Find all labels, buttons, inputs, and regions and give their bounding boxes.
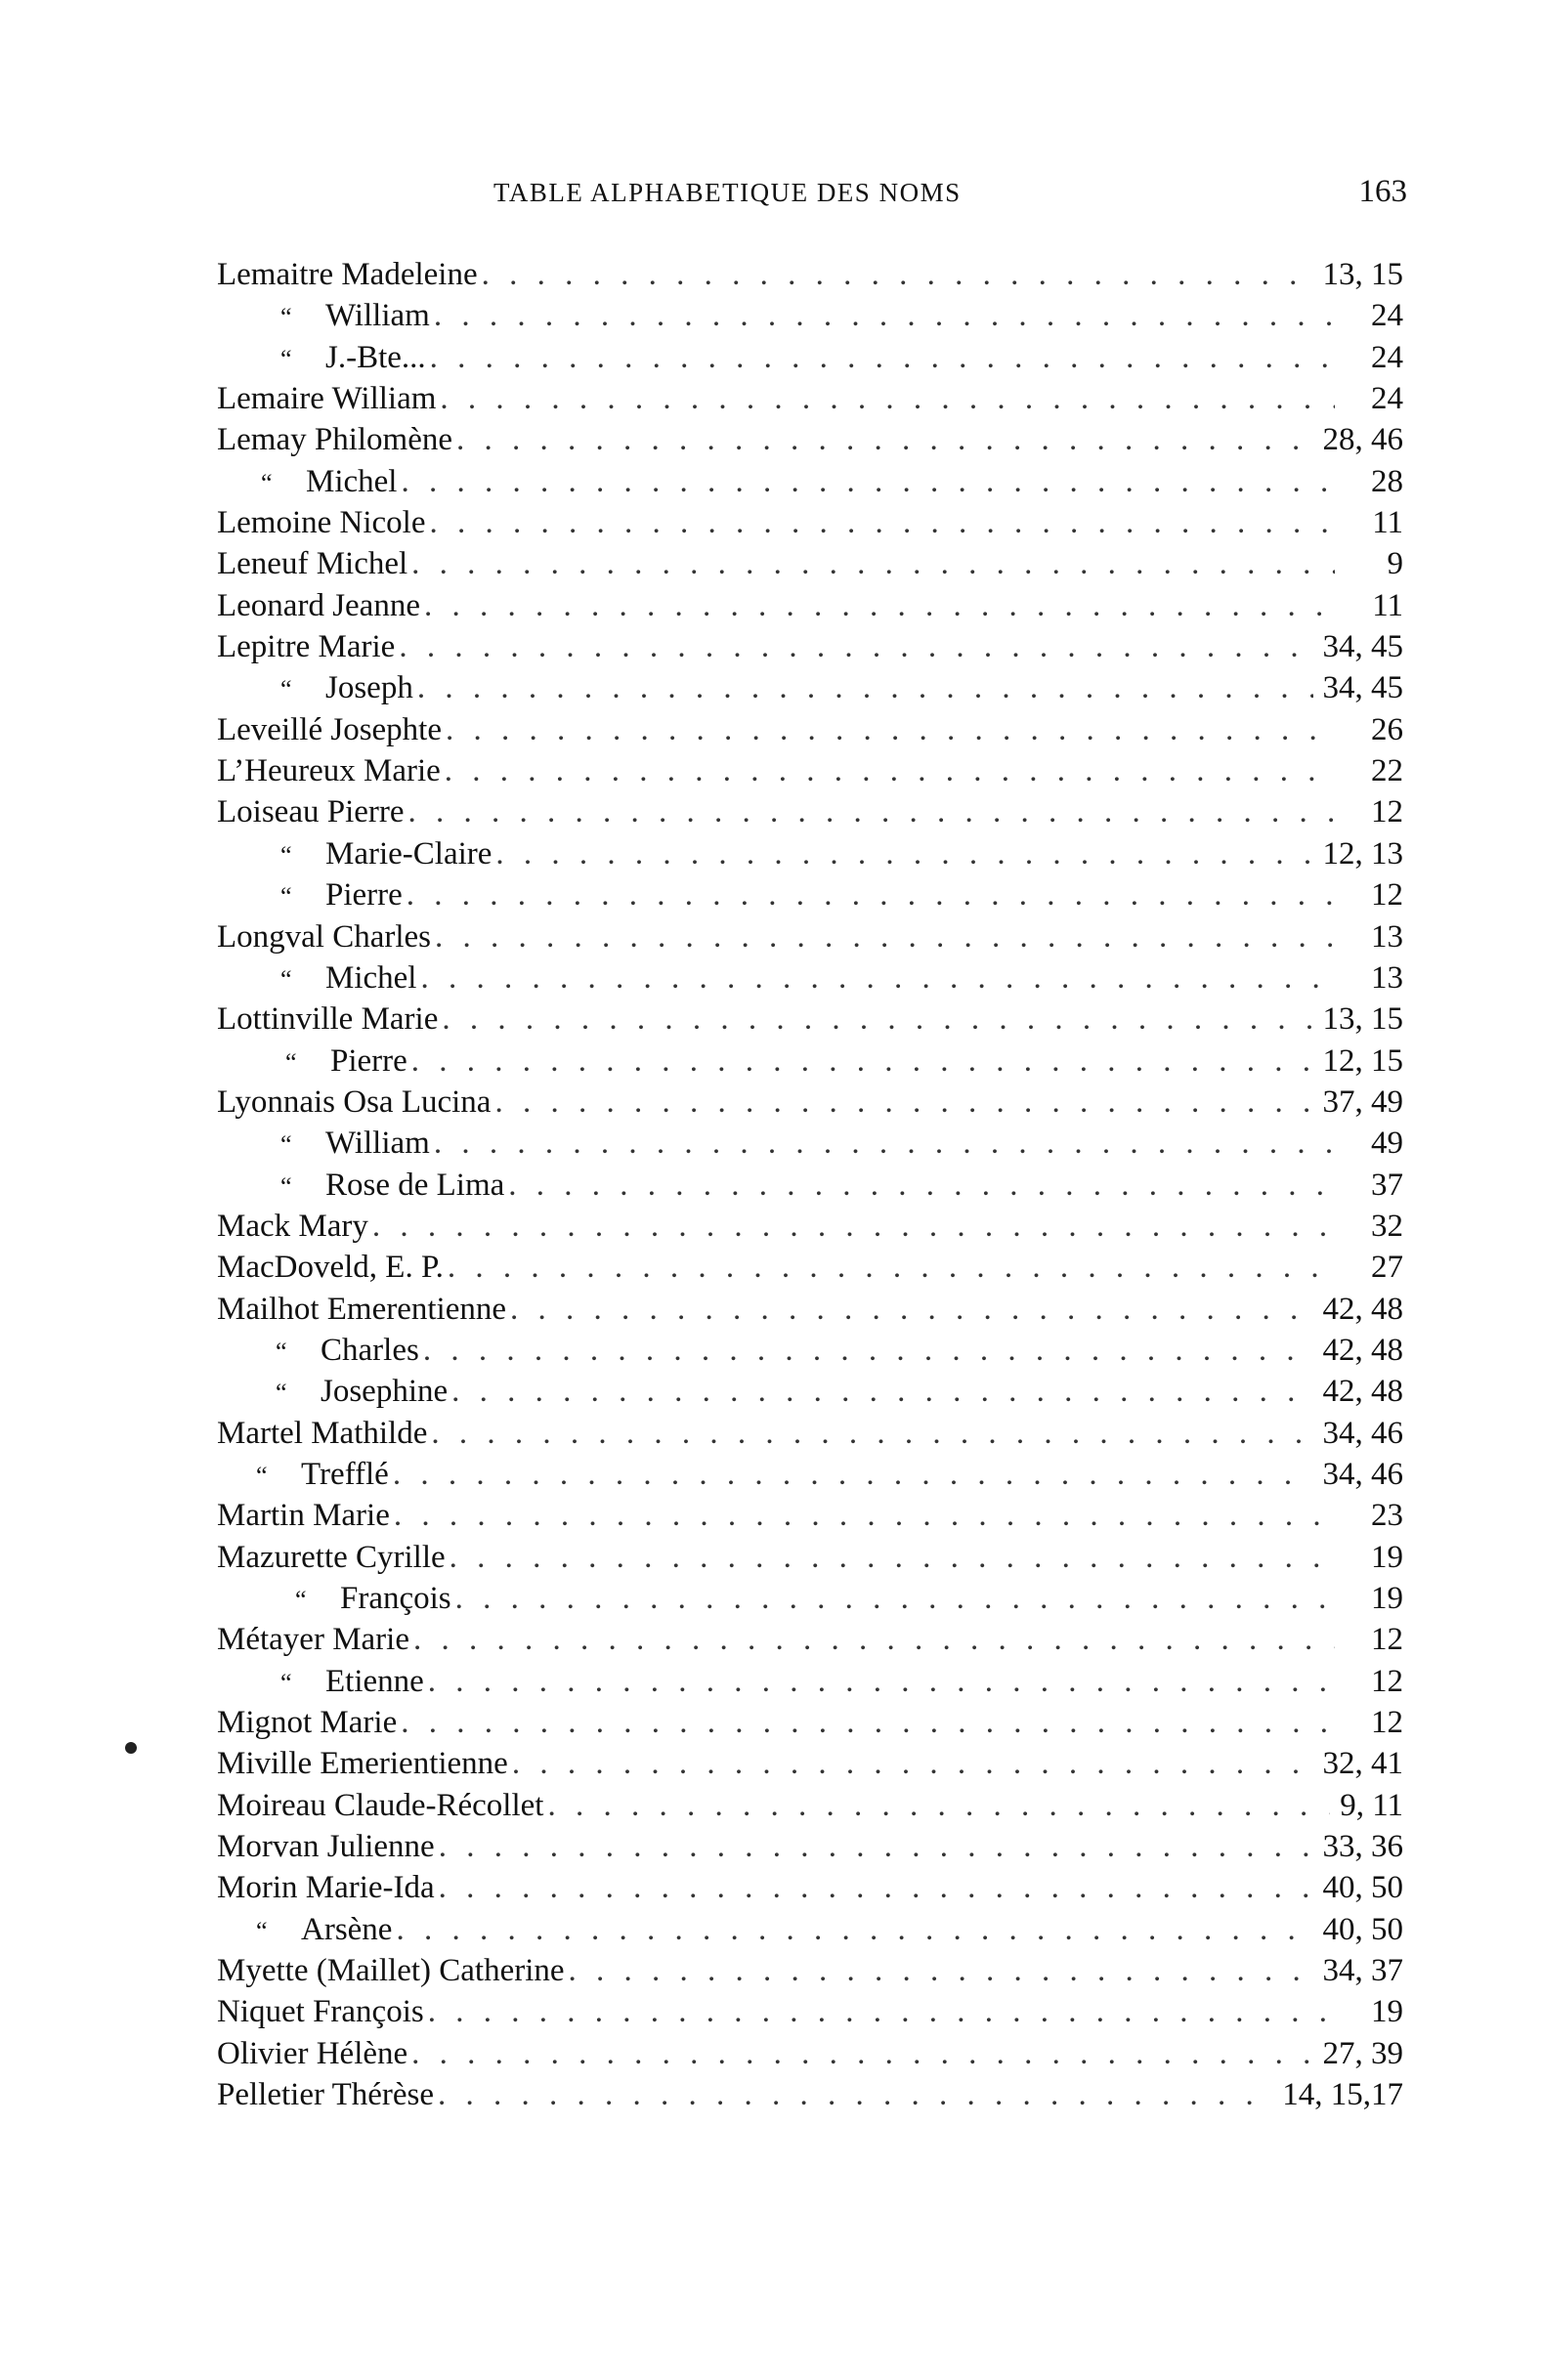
entry-name <box>217 1247 444 1288</box>
entry-pages: 23 <box>1371 1498 1403 1534</box>
entry-name-text: Martel Mathilde <box>217 1415 428 1451</box>
entry-name-text: Mazurette Cyrille <box>217 1539 446 1575</box>
index-entry <box>217 1578 1409 1619</box>
entry-name <box>217 254 478 295</box>
dot-leader <box>512 1743 1313 1784</box>
ditto-mark: “ <box>280 882 292 912</box>
entry-pages: 33, 36 <box>1322 1829 1403 1865</box>
entry-name-text: Morvan Julienne <box>217 1829 435 1865</box>
dot-leader <box>439 1867 1313 1908</box>
dot-leader <box>482 254 1313 295</box>
dot-leader <box>430 502 1335 543</box>
entry-pages: 24 <box>1371 339 1403 375</box>
index-entry <box>217 1247 1409 1288</box>
index-entry <box>217 791 1409 832</box>
entry-pages: 42, 48 <box>1322 1374 1403 1410</box>
entry-name-text: Rose de Lima <box>325 1167 505 1203</box>
index-entry <box>217 1826 1409 1867</box>
dot-leader <box>372 1206 1335 1247</box>
index-entry <box>217 1413 1409 1454</box>
entry-pages: 12 <box>1371 1705 1403 1741</box>
dot-leader <box>411 543 1335 584</box>
entry-name <box>217 916 431 957</box>
dot-leader <box>448 1247 1335 1288</box>
entry-name-text: MacDoveld, E. P. <box>217 1250 444 1286</box>
dot-leader <box>547 1785 1330 1826</box>
entry-name-text: Lottinville Marie <box>217 1001 439 1038</box>
index-entry <box>217 916 1409 957</box>
entry-name-text: Martin Marie <box>217 1498 390 1534</box>
entry-name-text: Joseph <box>325 670 413 706</box>
entry-name-text: Lepitre Marie <box>217 629 396 665</box>
dot-leader <box>434 295 1335 336</box>
entry-pages: 28 <box>1371 463 1403 499</box>
index-entry <box>217 874 1409 915</box>
entry-name-text: Lemaire William <box>217 381 437 417</box>
entry-name <box>217 1413 427 1454</box>
entry-name <box>217 1785 543 1826</box>
entry-pages: 19 <box>1371 1539 1403 1575</box>
entry-name <box>217 2074 434 2115</box>
entry-name-text: Etienne <box>325 1663 424 1699</box>
entry-name-text: Pierre <box>325 877 403 914</box>
entry-name-text: Métayer Marie <box>217 1622 409 1658</box>
entry-pages: 49 <box>1371 1126 1403 1162</box>
dot-leader <box>417 667 1313 708</box>
ditto-mark: “ <box>280 964 292 994</box>
entry-pages: 28, 46 <box>1322 422 1403 458</box>
entry-name-text: Michel <box>325 959 417 996</box>
entry-name <box>217 1330 419 1373</box>
index-entry <box>217 378 1409 419</box>
dot-leader <box>435 916 1335 957</box>
entry-name <box>217 1082 491 1123</box>
entry-pages: 12 <box>1371 877 1403 914</box>
entry-name-text: Arsène <box>301 1911 393 1947</box>
entry-pages: 9, 11 <box>1340 1787 1403 1823</box>
index-entry <box>217 667 1409 708</box>
entry-name <box>217 337 426 380</box>
index-entry <box>217 1371 1409 1412</box>
index-entry <box>217 1661 1409 1702</box>
entry-name <box>217 874 403 917</box>
dot-leader <box>442 999 1312 1040</box>
entry-pages: 27 <box>1371 1250 1403 1286</box>
index-entry <box>217 1991 1409 2032</box>
entry-pages: 12 <box>1371 1663 1403 1699</box>
entry-name <box>217 1454 389 1497</box>
entry-name <box>217 378 436 419</box>
entry-pages: 13 <box>1371 918 1403 955</box>
entry-name-text: François <box>340 1581 451 1616</box>
index-entry <box>217 295 1409 336</box>
entry-pages: 14, 15,17 <box>1282 2077 1403 2113</box>
dot-leader <box>411 2033 1312 2074</box>
index-entry <box>217 750 1409 791</box>
ditto-mark: “ <box>280 303 292 332</box>
entry-pages: 24 <box>1371 381 1403 417</box>
entry-name-text: Charles <box>321 1332 419 1368</box>
margin-ink-mark <box>125 1742 137 1754</box>
dot-leader <box>420 957 1335 999</box>
index-entry <box>217 1867 1409 1908</box>
entry-name <box>217 2033 407 2074</box>
entry-name-text: Lemay Philomène <box>217 422 453 458</box>
index-entry <box>217 833 1409 874</box>
entry-pages: 13, 15 <box>1322 1001 1403 1038</box>
entry-name-text: Mignot Marie <box>217 1705 398 1741</box>
entry-name-text: Leveillé Josephte <box>217 711 443 747</box>
entry-name <box>217 419 452 460</box>
entry-name <box>217 750 441 791</box>
entry-name <box>217 1578 451 1621</box>
index-entry <box>217 709 1409 750</box>
entry-name <box>217 791 405 832</box>
dot-leader <box>494 1082 1312 1123</box>
entry-name <box>217 1165 504 1208</box>
index-entry <box>217 1743 1409 1784</box>
dot-leader <box>445 750 1335 791</box>
dot-leader <box>510 1289 1313 1330</box>
entry-name-text: Moireau Claude-Récollet <box>217 1787 544 1823</box>
running-header <box>215 174 1407 217</box>
entry-name <box>217 1123 430 1166</box>
entry-pages: 12 <box>1371 1622 1403 1658</box>
index-entry <box>217 419 1409 460</box>
entry-name <box>217 709 442 750</box>
entry-name <box>217 1661 424 1704</box>
entry-name <box>217 667 413 710</box>
ditto-mark: “ <box>276 1337 287 1366</box>
dot-leader <box>428 1991 1335 2032</box>
index-entry <box>217 585 1409 626</box>
entry-name <box>217 999 438 1040</box>
entry-name <box>217 1537 446 1578</box>
entry-name <box>217 1289 506 1330</box>
entry-name <box>217 1909 392 1952</box>
entry-pages: 34, 46 <box>1322 1415 1403 1451</box>
entry-name-text: Mailhot Emerentienne <box>217 1291 506 1327</box>
ditto-mark: “ <box>280 1171 292 1201</box>
ditto-mark: “ <box>295 1586 307 1614</box>
dot-leader <box>424 585 1335 626</box>
index-entry <box>217 2033 1409 2074</box>
index-entry <box>217 1330 1409 1371</box>
entry-pages: 42, 48 <box>1322 1332 1403 1368</box>
entry-pages: 19 <box>1371 1994 1403 2030</box>
index-entry <box>217 1123 1409 1164</box>
ditto-mark: “ <box>261 468 273 497</box>
entry-name <box>217 1743 508 1784</box>
entry-name-text: Niquet François <box>217 1994 424 2030</box>
entry-name <box>217 543 407 584</box>
dot-leader <box>455 1578 1335 1619</box>
dot-leader <box>446 709 1335 750</box>
index-entry <box>217 1950 1409 1991</box>
dot-leader <box>456 419 1312 460</box>
entry-name <box>217 295 430 338</box>
entry-name <box>217 1991 424 2032</box>
dot-leader <box>434 1123 1335 1164</box>
entry-pages: 34, 45 <box>1322 670 1403 706</box>
ditto-mark: “ <box>280 344 292 373</box>
index-entry <box>217 1495 1409 1536</box>
entry-name-text: Longval Charles <box>217 918 432 955</box>
entry-name-text: Olivier Hélène <box>217 2035 408 2071</box>
index-entry <box>217 502 1409 543</box>
dot-leader <box>407 874 1335 915</box>
ditto-mark: “ <box>256 1916 268 1945</box>
page-number: 163 <box>1358 174 1407 209</box>
dot-leader <box>393 1454 1313 1495</box>
dot-leader <box>440 378 1335 419</box>
entry-pages: 32 <box>1371 1208 1403 1244</box>
entry-name <box>217 1867 435 1908</box>
entry-pages: 11 <box>1372 505 1403 541</box>
index-entry <box>217 1909 1409 1950</box>
index-entry <box>217 1082 1409 1123</box>
index-entry <box>217 254 1409 295</box>
entry-pages: 24 <box>1371 298 1403 334</box>
entry-pages: 13, 15 <box>1322 257 1403 292</box>
ditto-mark: “ <box>280 675 292 704</box>
entry-pages: 37, 49 <box>1322 1084 1403 1120</box>
entry-name <box>217 502 426 543</box>
entry-pages: 42, 48 <box>1322 1291 1403 1327</box>
entry-pages: 40, 50 <box>1322 1870 1403 1906</box>
index-entry <box>217 1041 1409 1082</box>
index-entry <box>217 1537 1409 1578</box>
index-entry <box>217 1206 1409 1247</box>
index-list <box>217 254 1409 2115</box>
index-entry <box>217 1289 1409 1330</box>
entry-name-text: Pelletier Thérèse <box>217 2077 435 2113</box>
entry-name-text: Myette (Maillet) Catherine <box>217 1953 565 1989</box>
entry-pages: 40, 50 <box>1322 1911 1403 1947</box>
index-entry <box>217 1165 1409 1206</box>
dot-leader <box>431 1413 1312 1454</box>
entry-name-text: L’Heureux Marie <box>217 753 441 789</box>
index-entry <box>217 461 1409 502</box>
ditto-mark: “ <box>276 1379 287 1408</box>
dot-leader <box>451 1371 1312 1412</box>
ditto-mark: “ <box>285 1047 297 1077</box>
entry-name-text: William <box>325 298 430 334</box>
entry-pages: 12 <box>1371 794 1403 830</box>
ditto-mark: “ <box>280 840 292 870</box>
entry-name-text: Marie-Claire <box>325 835 493 871</box>
entry-pages: 26 <box>1371 711 1403 747</box>
entry-name-text: Lemoine Nicole <box>217 505 426 541</box>
index-entry <box>217 1702 1409 1743</box>
dot-leader <box>439 1826 1313 1867</box>
index-entry <box>217 1619 1409 1660</box>
entry-pages: 32, 41 <box>1322 1746 1403 1782</box>
entry-name <box>217 833 492 876</box>
entry-pages: 11 <box>1372 587 1403 623</box>
ditto-mark: “ <box>280 1130 292 1160</box>
entry-name <box>217 626 395 667</box>
entry-name-text: Josephine <box>321 1374 449 1410</box>
entry-pages: 19 <box>1371 1581 1403 1616</box>
entry-pages: 34, 45 <box>1322 629 1403 665</box>
entry-name <box>217 1619 409 1660</box>
entry-name-text: Lemaitre Madeleine <box>217 257 478 292</box>
index-entry <box>217 999 1409 1040</box>
index-entry <box>217 337 1409 378</box>
dot-leader <box>411 1041 1313 1082</box>
index-entry <box>217 1454 1409 1495</box>
entry-pages: 27, 39 <box>1322 2035 1403 2071</box>
entry-name-text: Pierre <box>330 1042 407 1079</box>
dot-leader <box>396 1909 1312 1950</box>
dot-leader <box>423 1330 1313 1371</box>
index-entry <box>217 626 1409 667</box>
dot-leader <box>401 1702 1335 1743</box>
entry-name-text: Lyonnais Osa Lucina <box>217 1084 492 1120</box>
entry-name <box>217 957 416 1000</box>
dot-leader <box>450 1537 1335 1578</box>
entry-name-text: Miville Emerientienne <box>217 1746 508 1782</box>
entry-name-text: Trefflé <box>301 1456 389 1492</box>
dot-leader <box>430 337 1335 378</box>
entry-pages: 9 <box>1387 546 1403 582</box>
dot-leader <box>438 2074 1272 2115</box>
entry-name <box>217 1041 407 1084</box>
entry-name-text: Leneuf Michel <box>217 546 408 582</box>
entry-pages: 34, 46 <box>1322 1456 1403 1492</box>
entry-name <box>217 1371 448 1414</box>
entry-name-text: Loiseau Pierre <box>217 794 405 830</box>
ditto-mark: “ <box>280 1668 292 1697</box>
index-entry <box>217 543 1409 584</box>
entry-name <box>217 1826 435 1867</box>
entry-name <box>217 1702 397 1743</box>
dot-leader <box>569 1950 1313 1991</box>
entry-pages: 13 <box>1371 959 1403 996</box>
dot-leader <box>394 1495 1335 1536</box>
dot-leader <box>413 1619 1335 1660</box>
dot-leader <box>495 833 1312 874</box>
index-entry <box>217 1785 1409 1826</box>
entry-name <box>217 585 420 626</box>
entry-name-text: Morin Marie-Ida <box>217 1870 435 1906</box>
entry-pages: 12, 15 <box>1322 1042 1403 1079</box>
entry-name-text: William <box>325 1126 430 1162</box>
entry-name-text: Leonard Jeanne <box>217 587 420 623</box>
dot-leader <box>399 626 1312 667</box>
entry-name-text: Michel <box>306 463 398 499</box>
dot-leader <box>401 461 1335 502</box>
dot-leader <box>508 1165 1335 1206</box>
entry-name <box>217 1950 565 1991</box>
ditto-mark: “ <box>256 1461 268 1490</box>
entry-name <box>217 461 397 504</box>
entry-pages: 37 <box>1371 1167 1403 1203</box>
entry-name-text: Mack Mary <box>217 1208 368 1244</box>
header-title: TABLE ALPHABETIQUE DES NOMS <box>493 178 962 207</box>
entry-pages: 34, 37 <box>1322 1953 1403 1989</box>
dot-leader <box>428 1661 1335 1702</box>
dot-leader <box>408 791 1335 832</box>
entry-pages: 12, 13 <box>1322 835 1403 871</box>
index-entry <box>217 2074 1409 2115</box>
entry-name-text: J.-Bte... <box>325 339 426 375</box>
index-entry <box>217 957 1409 999</box>
entry-name <box>217 1206 368 1247</box>
entry-pages: 22 <box>1371 753 1403 789</box>
entry-name <box>217 1495 390 1536</box>
